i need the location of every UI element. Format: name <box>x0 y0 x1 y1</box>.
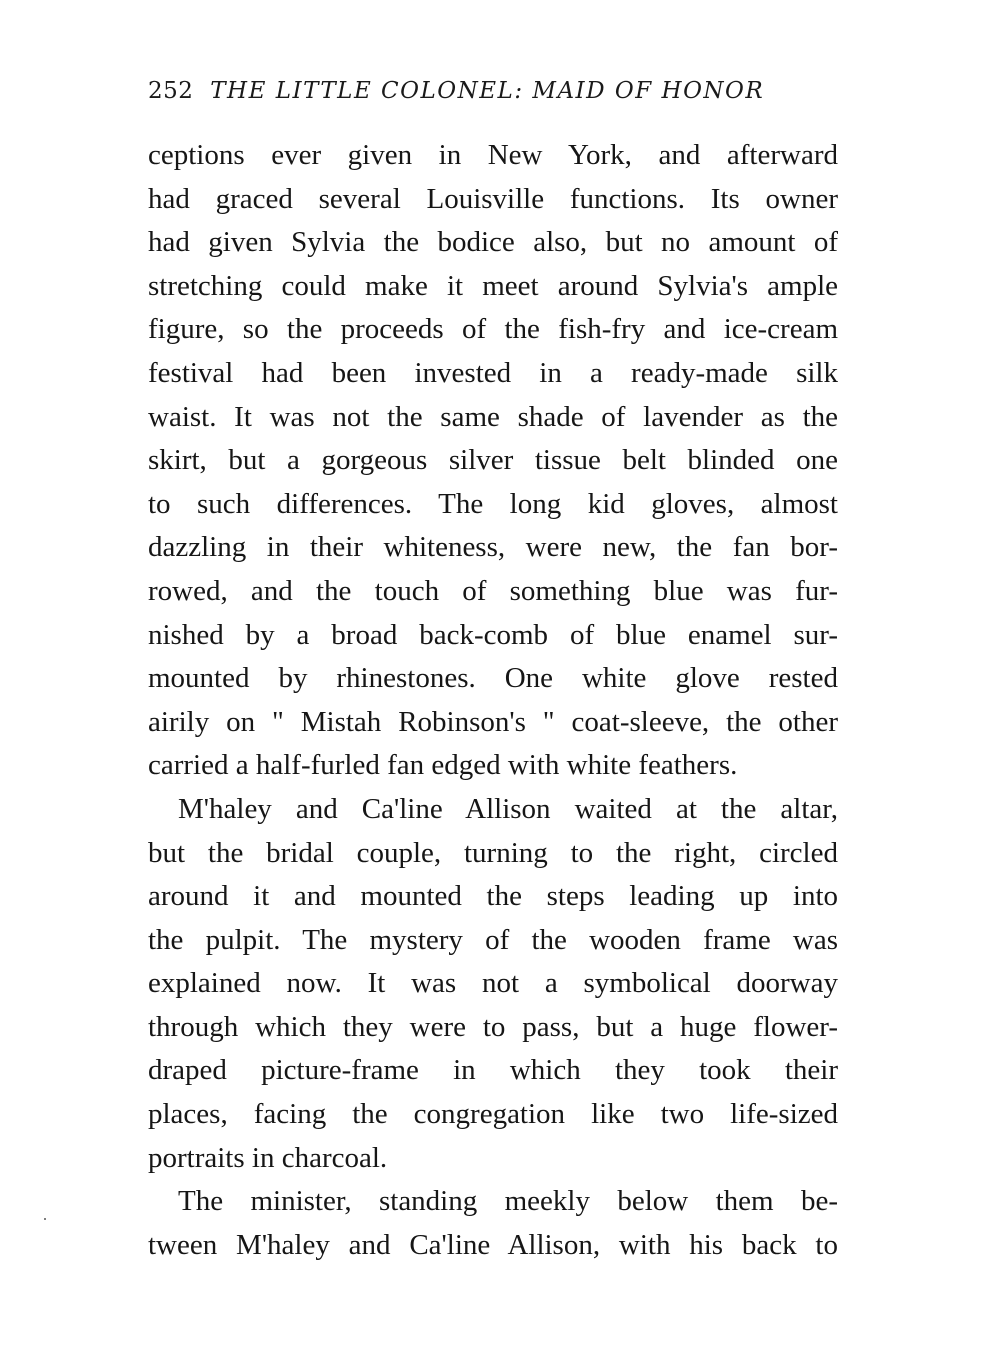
text-line: to such differences. The long kid gloves, almost <box>148 487 838 520</box>
text-line: figure, so the proceeds of the fish-fry and ice-cream <box>148 313 838 346</box>
text-line: stretching could make it meet around Sylvia's ample <box>148 269 838 302</box>
text-line: places, facing the congregation like two life-sized <box>148 1098 838 1131</box>
text-line: had given Sylvia the bodice also, but no amount of <box>148 226 838 259</box>
text-line: M'haley and Ca'line Allison waited at the altar, <box>178 792 838 825</box>
text-line: nished by a broad back-comb of blue enamel sur- <box>148 618 838 651</box>
text-line: rowed, and the touch of something blue was fur- <box>148 574 838 607</box>
text-line: carried a half-furled fan edged with white feathers. <box>148 749 738 782</box>
page-number: 252 <box>148 78 194 104</box>
ink-speck <box>44 1218 46 1220</box>
body-text <box>148 134 838 1267</box>
text-line: ceptions ever given in New York, and afterward <box>148 139 838 171</box>
text-line: skirt, but a gorgeous silver tissue belt blinded one <box>148 444 838 477</box>
text-line: but the bridal couple, turning to the right, circled <box>148 836 838 869</box>
text-line: around it and mounted the steps leading up into <box>148 880 838 913</box>
text-line: draped picture-frame in which they took their <box>148 1054 838 1087</box>
text-line: mounted by rhinestones. One white glove rested <box>148 662 838 695</box>
text-line: through which they were to pass, but a huge flower- <box>148 1010 838 1043</box>
text-line: festival had been invested in a ready-made silk <box>148 356 838 389</box>
running-head <box>148 78 764 104</box>
text-line: portraits in charcoal. <box>148 1141 388 1174</box>
text-line: dazzling in their whiteness, were new, the fan bor- <box>148 531 838 564</box>
running-title: THE LITTLE COLONEL: MAID OF HONOR <box>210 78 765 104</box>
text-line: waist. It was not the same shade of lavender as the <box>148 400 838 433</box>
text-line: the pulpit. The mystery of the wooden frame was <box>148 923 838 956</box>
text-line: explained now. It was not a symbolical doorway <box>148 967 838 1000</box>
text-line: had graced several Louisville functions. Its owner <box>148 182 838 215</box>
text-line: airily on " Mistah Robinson's " coat-sleeve, the other <box>148 705 838 738</box>
text-line: The minister, standing meekly below them be- <box>178 1185 838 1218</box>
text-line: tween M'haley and Ca'line Allison, with his back to <box>148 1228 838 1261</box>
